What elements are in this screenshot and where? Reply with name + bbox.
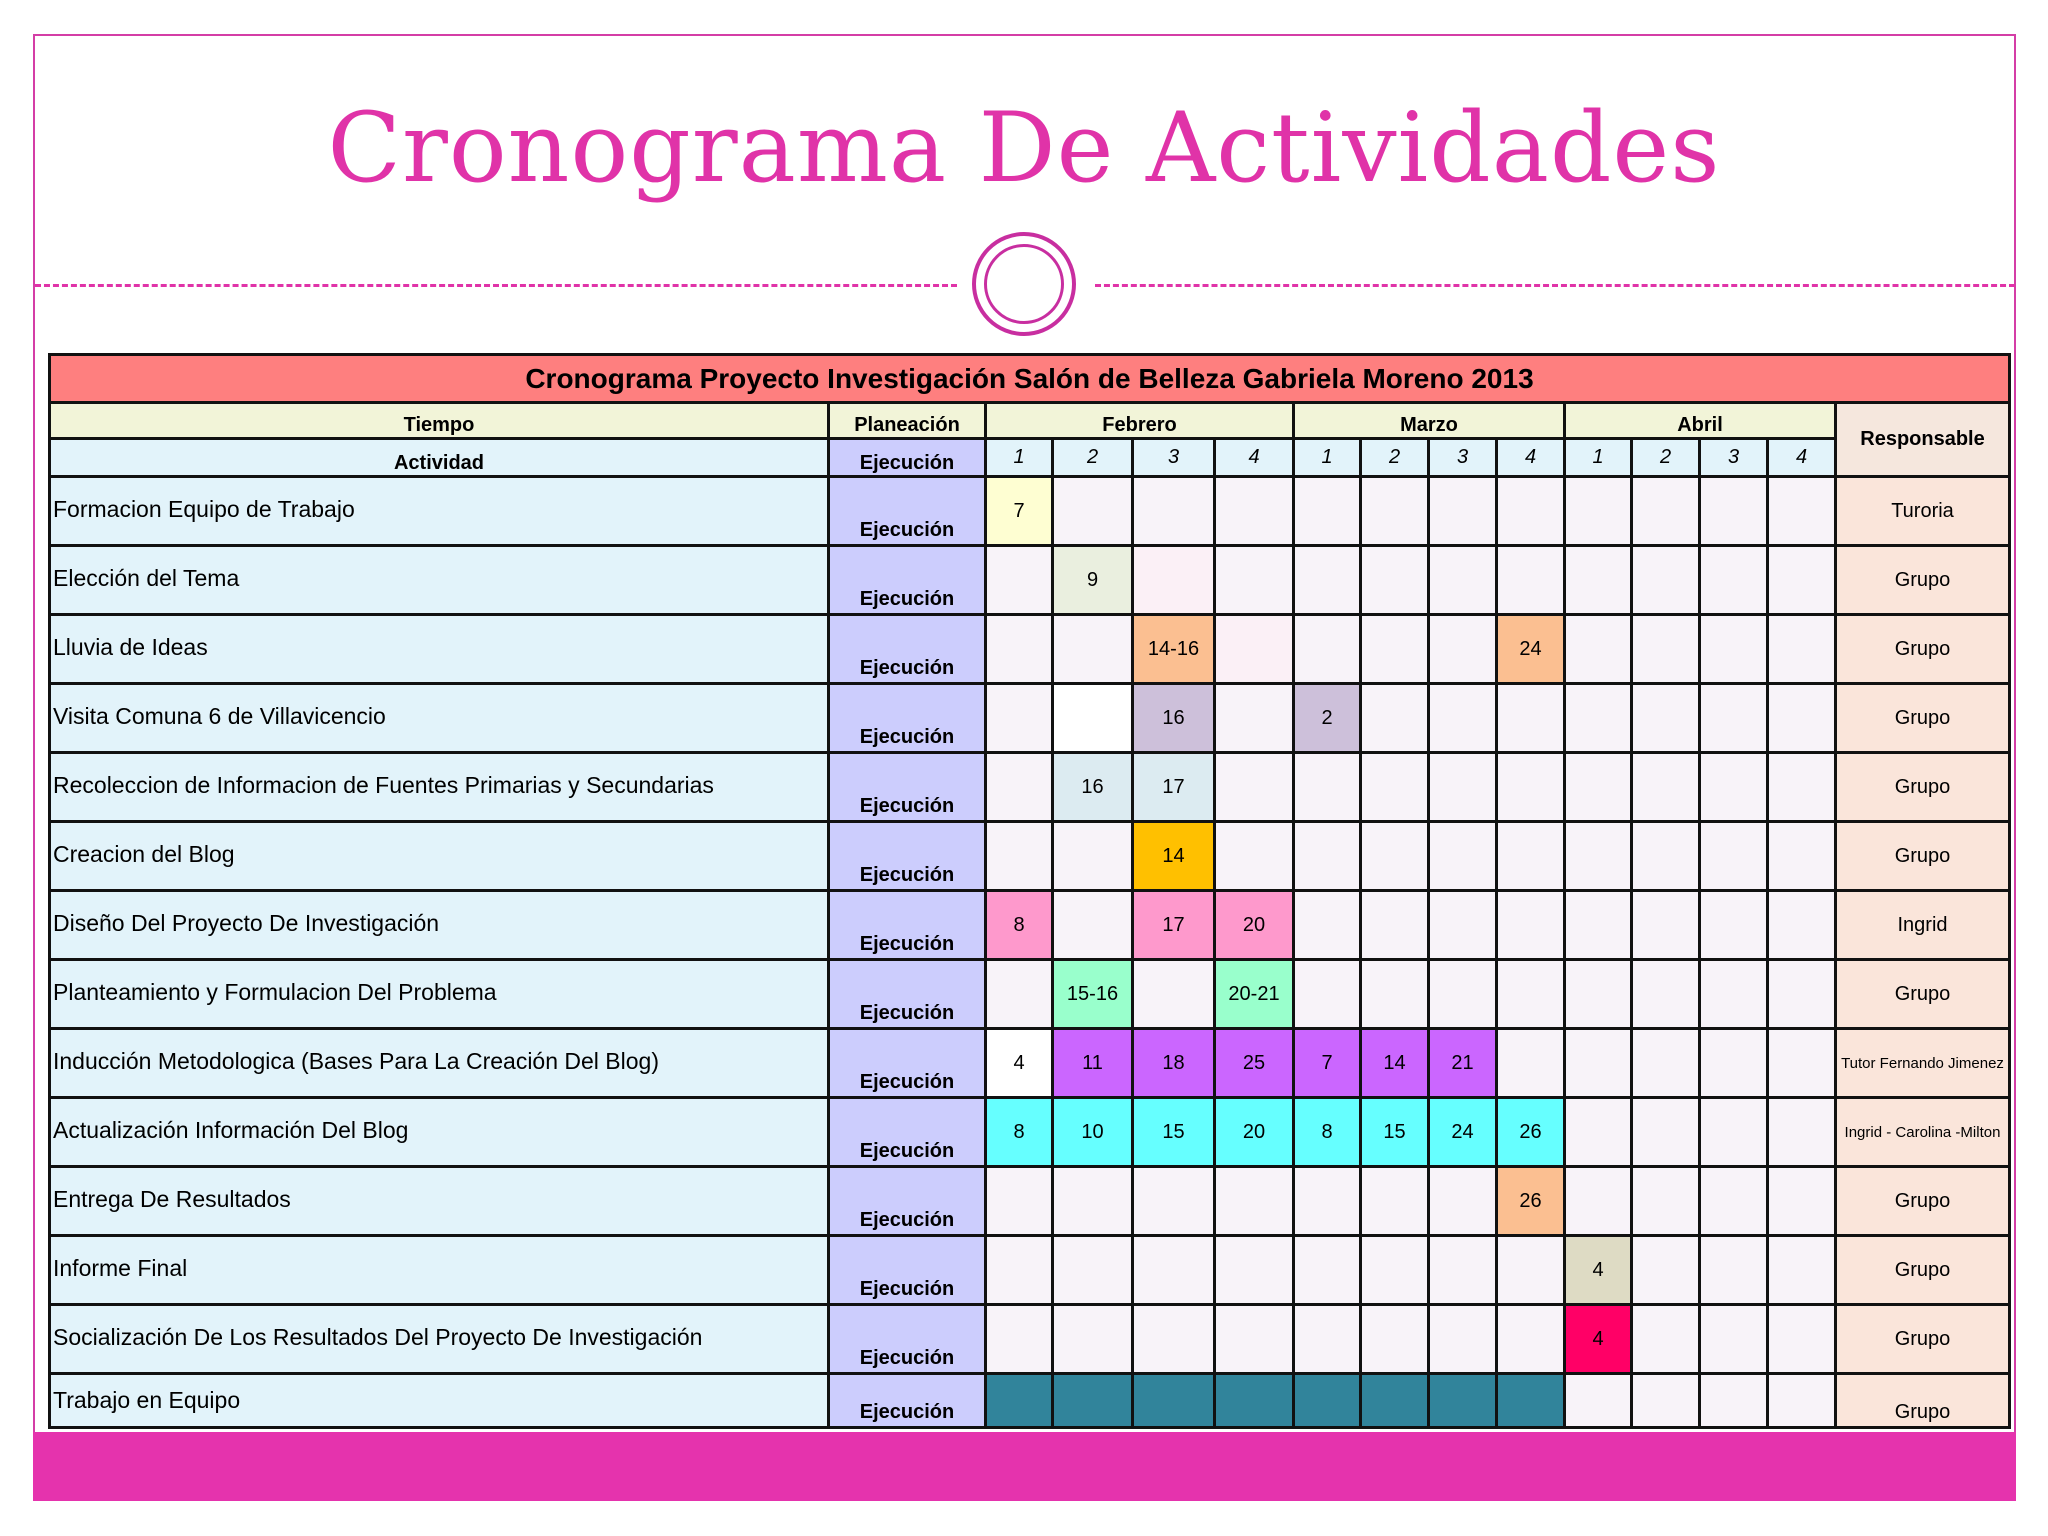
schedule-cell <box>1768 891 1836 960</box>
responsible-cell: Grupo <box>1836 822 2010 891</box>
responsible-cell: Grupo <box>1836 1167 2010 1236</box>
responsible-cell: Grupo <box>1836 1236 2010 1305</box>
schedule-cell <box>1429 1374 1497 1428</box>
schedule-cell <box>1133 960 1215 1029</box>
table-row <box>50 1029 2010 1098</box>
activity-cell: Informe Final <box>50 1236 829 1305</box>
slide-title: Cronograma De Actividades <box>327 92 1721 204</box>
schedule-cell <box>1768 1374 1836 1428</box>
activity-cell: Visita Comuna 6 de Villavicencio <box>50 684 829 753</box>
schedule-cell <box>1632 684 1700 753</box>
header-week: 1 <box>1565 439 1632 477</box>
dashed-divider-right <box>1095 284 2015 287</box>
execution-cell: Ejecución <box>829 477 986 546</box>
schedule-cell: 17 <box>1133 891 1215 960</box>
header-responsable: Responsable <box>1836 403 2010 477</box>
schedule-cell <box>1294 1236 1361 1305</box>
table-row <box>50 1098 2010 1167</box>
header-month-febrero: Febrero <box>986 403 1294 439</box>
schedule-cell <box>1632 960 1700 1029</box>
activity-cell: Trabajo en Equipo <box>50 1374 829 1428</box>
double-circle-ornament-icon <box>972 232 1076 336</box>
table-row <box>50 615 2010 684</box>
table-row <box>50 684 2010 753</box>
activity-cell: Lluvia de Ideas <box>50 615 829 684</box>
table-caption-text: Cronograma Proyecto Investigación Salón de Belleza Gabriela Moreno 2013 <box>525 362 1534 394</box>
table-row <box>50 1167 2010 1236</box>
schedule-cell <box>1700 960 1768 1029</box>
header-week: 1 <box>986 439 1053 477</box>
activity-cell: Elección del Tema <box>50 546 829 615</box>
execution-cell: Ejecución <box>829 546 986 615</box>
schedule-cell <box>1053 1305 1133 1374</box>
responsible-cell: Grupo <box>1836 753 2010 822</box>
responsible-cell: Grupo <box>1836 1374 2010 1428</box>
schedule-cell <box>1361 1167 1429 1236</box>
header-planeacion: Planeación <box>829 403 986 439</box>
table-row <box>50 960 2010 1029</box>
schedule-cell: 20 <box>1215 891 1294 960</box>
schedule-cell <box>1429 615 1497 684</box>
schedule-cell <box>1700 1029 1768 1098</box>
schedule-cell <box>1768 546 1836 615</box>
schedule-cell: 7 <box>1294 1029 1361 1098</box>
schedule-cell: 14 <box>1361 1029 1429 1098</box>
schedule-cell <box>1133 546 1215 615</box>
schedule-cell <box>1053 684 1133 753</box>
schedule-cell: 20-21 <box>1215 960 1294 1029</box>
header-week: 4 <box>1768 439 1836 477</box>
responsible-cell: Grupo <box>1836 960 2010 1029</box>
schedule-cell <box>1497 1374 1565 1428</box>
schedule-cell <box>1294 546 1361 615</box>
schedule-cell <box>1133 1374 1215 1428</box>
schedule-cell <box>1497 1236 1565 1305</box>
schedule-cell <box>1294 615 1361 684</box>
table-row <box>50 822 2010 891</box>
header-week: 4 <box>1497 439 1565 477</box>
schedule-cell <box>1294 891 1361 960</box>
table-row <box>50 1374 2010 1428</box>
schedule-cell <box>1429 822 1497 891</box>
dashed-divider-left <box>35 284 957 287</box>
schedule-cell <box>1497 684 1565 753</box>
schedule-cell <box>1053 822 1133 891</box>
execution-cell: Ejecución <box>829 822 986 891</box>
schedule-cell <box>1215 615 1294 684</box>
schedule-cell <box>1294 753 1361 822</box>
responsible-cell: Grupo <box>1836 615 2010 684</box>
execution-cell: Ejecución <box>829 1305 986 1374</box>
schedule-cell <box>1294 1167 1361 1236</box>
activity-cell: Entrega De Resultados <box>50 1167 829 1236</box>
schedule-cell <box>1632 1374 1700 1428</box>
header-month-abril: Abril <box>1565 403 1836 439</box>
schedule-cell <box>1632 753 1700 822</box>
execution-cell: Ejecución <box>829 1236 986 1305</box>
execution-cell: Ejecución <box>829 1029 986 1098</box>
schedule-cell <box>1768 477 1836 546</box>
schedule-cell <box>1497 477 1565 546</box>
schedule-cell <box>1053 615 1133 684</box>
header-week: 3 <box>1700 439 1768 477</box>
schedule-table <box>48 353 2011 1429</box>
schedule-cell <box>1215 546 1294 615</box>
schedule-cell: 26 <box>1497 1167 1565 1236</box>
schedule-cell <box>1361 615 1429 684</box>
schedule-cell <box>1215 753 1294 822</box>
schedule-cell <box>1632 1236 1700 1305</box>
schedule-cell <box>1768 753 1836 822</box>
schedule-cell <box>1632 1167 1700 1236</box>
schedule-cell <box>1133 477 1215 546</box>
header-week: 2 <box>1361 439 1429 477</box>
schedule-cell: 4 <box>986 1029 1053 1098</box>
activity-cell: Planteamiento y Formulacion Del Problema <box>50 960 829 1029</box>
execution-cell: Ejecución <box>829 615 986 684</box>
schedule-cell <box>1361 1305 1429 1374</box>
schedule-cell <box>1700 753 1768 822</box>
schedule-cell: 17 <box>1133 753 1215 822</box>
schedule-cell <box>1429 477 1497 546</box>
schedule-cell <box>1700 684 1768 753</box>
schedule-cell <box>1053 477 1133 546</box>
schedule-cell <box>1294 1305 1361 1374</box>
schedule-cell <box>1133 1236 1215 1305</box>
schedule-cell: 15 <box>1361 1098 1429 1167</box>
header-ejecucion: Ejecución <box>829 439 986 477</box>
schedule-cell <box>1565 477 1632 546</box>
schedule-cell <box>1632 1029 1700 1098</box>
schedule-cell <box>1700 477 1768 546</box>
schedule-cell: 8 <box>986 1098 1053 1167</box>
responsible-cell: Ingrid - Carolina -Milton <box>1836 1098 2010 1167</box>
schedule-cell <box>1632 1098 1700 1167</box>
schedule-cell <box>1215 1167 1294 1236</box>
schedule-cell <box>1429 960 1497 1029</box>
schedule-cell <box>1429 891 1497 960</box>
schedule-cell <box>1632 1305 1700 1374</box>
table-row <box>50 477 2010 546</box>
execution-cell: Ejecución <box>829 684 986 753</box>
schedule-cell: 24 <box>1497 615 1565 684</box>
header-week: 2 <box>1053 439 1133 477</box>
schedule-cell <box>1361 1236 1429 1305</box>
schedule-cell <box>1361 546 1429 615</box>
schedule-cell <box>1632 891 1700 960</box>
table-row <box>50 891 2010 960</box>
schedule-cell <box>1429 1236 1497 1305</box>
schedule-cell <box>1215 477 1294 546</box>
schedule-cell: 11 <box>1053 1029 1133 1098</box>
schedule-cell <box>1565 615 1632 684</box>
schedule-cell: 15 <box>1133 1098 1215 1167</box>
schedule-cell: 20 <box>1215 1098 1294 1167</box>
schedule-cell: 16 <box>1053 753 1133 822</box>
schedule-cell <box>1429 546 1497 615</box>
execution-cell: Ejecución <box>829 1098 986 1167</box>
schedule-cell <box>1053 891 1133 960</box>
schedule-cell <box>1215 822 1294 891</box>
schedule-cell <box>1294 822 1361 891</box>
activity-cell: Formacion Equipo de Trabajo <box>50 477 829 546</box>
header-week: 3 <box>1133 439 1215 477</box>
schedule-cell <box>986 753 1053 822</box>
execution-cell: Ejecución <box>829 1374 986 1428</box>
schedule-cell <box>1361 960 1429 1029</box>
responsible-cell: Grupo <box>1836 546 2010 615</box>
schedule-cell: 15-16 <box>1053 960 1133 1029</box>
schedule-cell <box>1700 1374 1768 1428</box>
schedule-cell <box>1361 477 1429 546</box>
schedule-cell <box>1565 684 1632 753</box>
schedule-cell <box>1053 1236 1133 1305</box>
schedule-cell <box>986 615 1053 684</box>
schedule-cell: 10 <box>1053 1098 1133 1167</box>
execution-cell: Ejecución <box>829 753 986 822</box>
header-week: 4 <box>1215 439 1294 477</box>
schedule-cell <box>1133 1167 1215 1236</box>
schedule-cell <box>1768 684 1836 753</box>
schedule-cell <box>1053 1374 1133 1428</box>
schedule-cell: 26 <box>1497 1098 1565 1167</box>
header-week: 2 <box>1632 439 1700 477</box>
schedule-cell <box>1565 546 1632 615</box>
schedule-cell: 16 <box>1133 684 1215 753</box>
table-row <box>50 546 2010 615</box>
activity-cell: Inducción Metodologica (Bases Para La Creación Del Blog) <box>50 1029 829 1098</box>
table-row <box>50 1305 2010 1374</box>
schedule-cell <box>1632 546 1700 615</box>
responsible-cell: Grupo <box>1836 684 2010 753</box>
schedule-cell <box>1565 822 1632 891</box>
activity-cell: Diseño Del Proyecto De Investigación <box>50 891 829 960</box>
schedule-cell: 24 <box>1429 1098 1497 1167</box>
responsible-cell: Turoria <box>1836 477 2010 546</box>
schedule-cell <box>1497 1029 1565 1098</box>
header-month-marzo: Marzo <box>1294 403 1565 439</box>
table-caption <box>50 355 2010 403</box>
schedule-cell: 14 <box>1133 822 1215 891</box>
activity-cell: Recoleccion de Informacion de Fuentes Primarias y Secundarias <box>50 753 829 822</box>
schedule-cell <box>1565 1374 1632 1428</box>
schedule-cell: 2 <box>1294 684 1361 753</box>
schedule-cell <box>1700 1098 1768 1167</box>
schedule-cell <box>1429 1305 1497 1374</box>
schedule-cell <box>986 960 1053 1029</box>
schedule-cell <box>1497 891 1565 960</box>
schedule-cell <box>1133 1305 1215 1374</box>
schedule-cell: 9 <box>1053 546 1133 615</box>
schedule-cell: 4 <box>1565 1305 1632 1374</box>
schedule-cell <box>1215 684 1294 753</box>
schedule-cell <box>1700 1305 1768 1374</box>
schedule-cell <box>1565 1167 1632 1236</box>
schedule-cell <box>1429 1167 1497 1236</box>
schedule-cell <box>1632 477 1700 546</box>
schedule-cell <box>1361 1374 1429 1428</box>
execution-cell: Ejecución <box>829 1167 986 1236</box>
schedule-cell <box>1768 1236 1836 1305</box>
activity-cell: Socialización De Los Resultados Del Proyecto De Investigación <box>50 1305 829 1374</box>
schedule-cell <box>1632 822 1700 891</box>
header-actividad: Actividad <box>50 439 829 477</box>
schedule-cell <box>986 1374 1053 1428</box>
schedule-cell <box>1053 1167 1133 1236</box>
schedule-cell <box>1497 1305 1565 1374</box>
schedule-cell <box>1768 615 1836 684</box>
activity-cell: Actualización Información Del Blog <box>50 1098 829 1167</box>
schedule-cell <box>1361 891 1429 960</box>
schedule-cell: 8 <box>986 891 1053 960</box>
schedule-cell <box>1361 684 1429 753</box>
header-tiempo: Tiempo <box>50 403 829 439</box>
schedule-cell <box>1632 615 1700 684</box>
schedule-cell <box>986 546 1053 615</box>
schedule-cell: 21 <box>1429 1029 1497 1098</box>
schedule-cell <box>1565 753 1632 822</box>
schedule-cell <box>1700 1236 1768 1305</box>
schedule-cell: 18 <box>1133 1029 1215 1098</box>
header-week: 1 <box>1294 439 1361 477</box>
bottom-accent-bar <box>33 1432 2016 1501</box>
schedule-cell <box>986 684 1053 753</box>
schedule-cell <box>1700 546 1768 615</box>
schedule-cell <box>1294 1374 1361 1428</box>
schedule-cell: 25 <box>1215 1029 1294 1098</box>
schedule-cell <box>1768 1305 1836 1374</box>
schedule-cell <box>1700 615 1768 684</box>
schedule-cell <box>1768 1029 1836 1098</box>
schedule-cell <box>1497 753 1565 822</box>
schedule-cell <box>1294 477 1361 546</box>
schedule-cell <box>1361 822 1429 891</box>
schedule-cell: 7 <box>986 477 1053 546</box>
table-row <box>50 1236 2010 1305</box>
execution-cell: Ejecución <box>829 891 986 960</box>
schedule-cell: 8 <box>1294 1098 1361 1167</box>
header-week: 3 <box>1429 439 1497 477</box>
schedule-cell <box>1565 891 1632 960</box>
schedule-cell: 14-16 <box>1133 615 1215 684</box>
schedule-cell <box>1700 891 1768 960</box>
schedule-cell <box>1497 960 1565 1029</box>
schedule-cell <box>1565 1098 1632 1167</box>
schedule-cell <box>1215 1374 1294 1428</box>
schedule-cell <box>1565 960 1632 1029</box>
schedule-cell <box>1361 753 1429 822</box>
responsible-cell: Tutor Fernando Jimenez <box>1836 1029 2010 1098</box>
schedule-cell <box>1294 960 1361 1029</box>
schedule-cell <box>1700 1167 1768 1236</box>
table-row <box>50 753 2010 822</box>
schedule-cell <box>1215 1305 1294 1374</box>
schedule-cell <box>1565 1029 1632 1098</box>
responsible-cell: Ingrid <box>1836 891 2010 960</box>
schedule-cell <box>1700 822 1768 891</box>
schedule-cell <box>1215 1236 1294 1305</box>
schedule-cell <box>1429 684 1497 753</box>
activity-cell: Creacion del Blog <box>50 822 829 891</box>
schedule-cell <box>1768 1167 1836 1236</box>
schedule-cell <box>1768 822 1836 891</box>
schedule-cell <box>1497 822 1565 891</box>
schedule-cell <box>1768 1098 1836 1167</box>
schedule-cell <box>986 1167 1053 1236</box>
schedule-cell <box>986 822 1053 891</box>
execution-cell: Ejecución <box>829 960 986 1029</box>
schedule-cell <box>986 1305 1053 1374</box>
schedule-cell: 4 <box>1565 1236 1632 1305</box>
schedule-cell <box>986 1236 1053 1305</box>
schedule-cell <box>1429 753 1497 822</box>
schedule-cell <box>1497 546 1565 615</box>
schedule-body <box>50 477 2010 1428</box>
responsible-cell: Grupo <box>1836 1305 2010 1374</box>
schedule-cell <box>1768 960 1836 1029</box>
